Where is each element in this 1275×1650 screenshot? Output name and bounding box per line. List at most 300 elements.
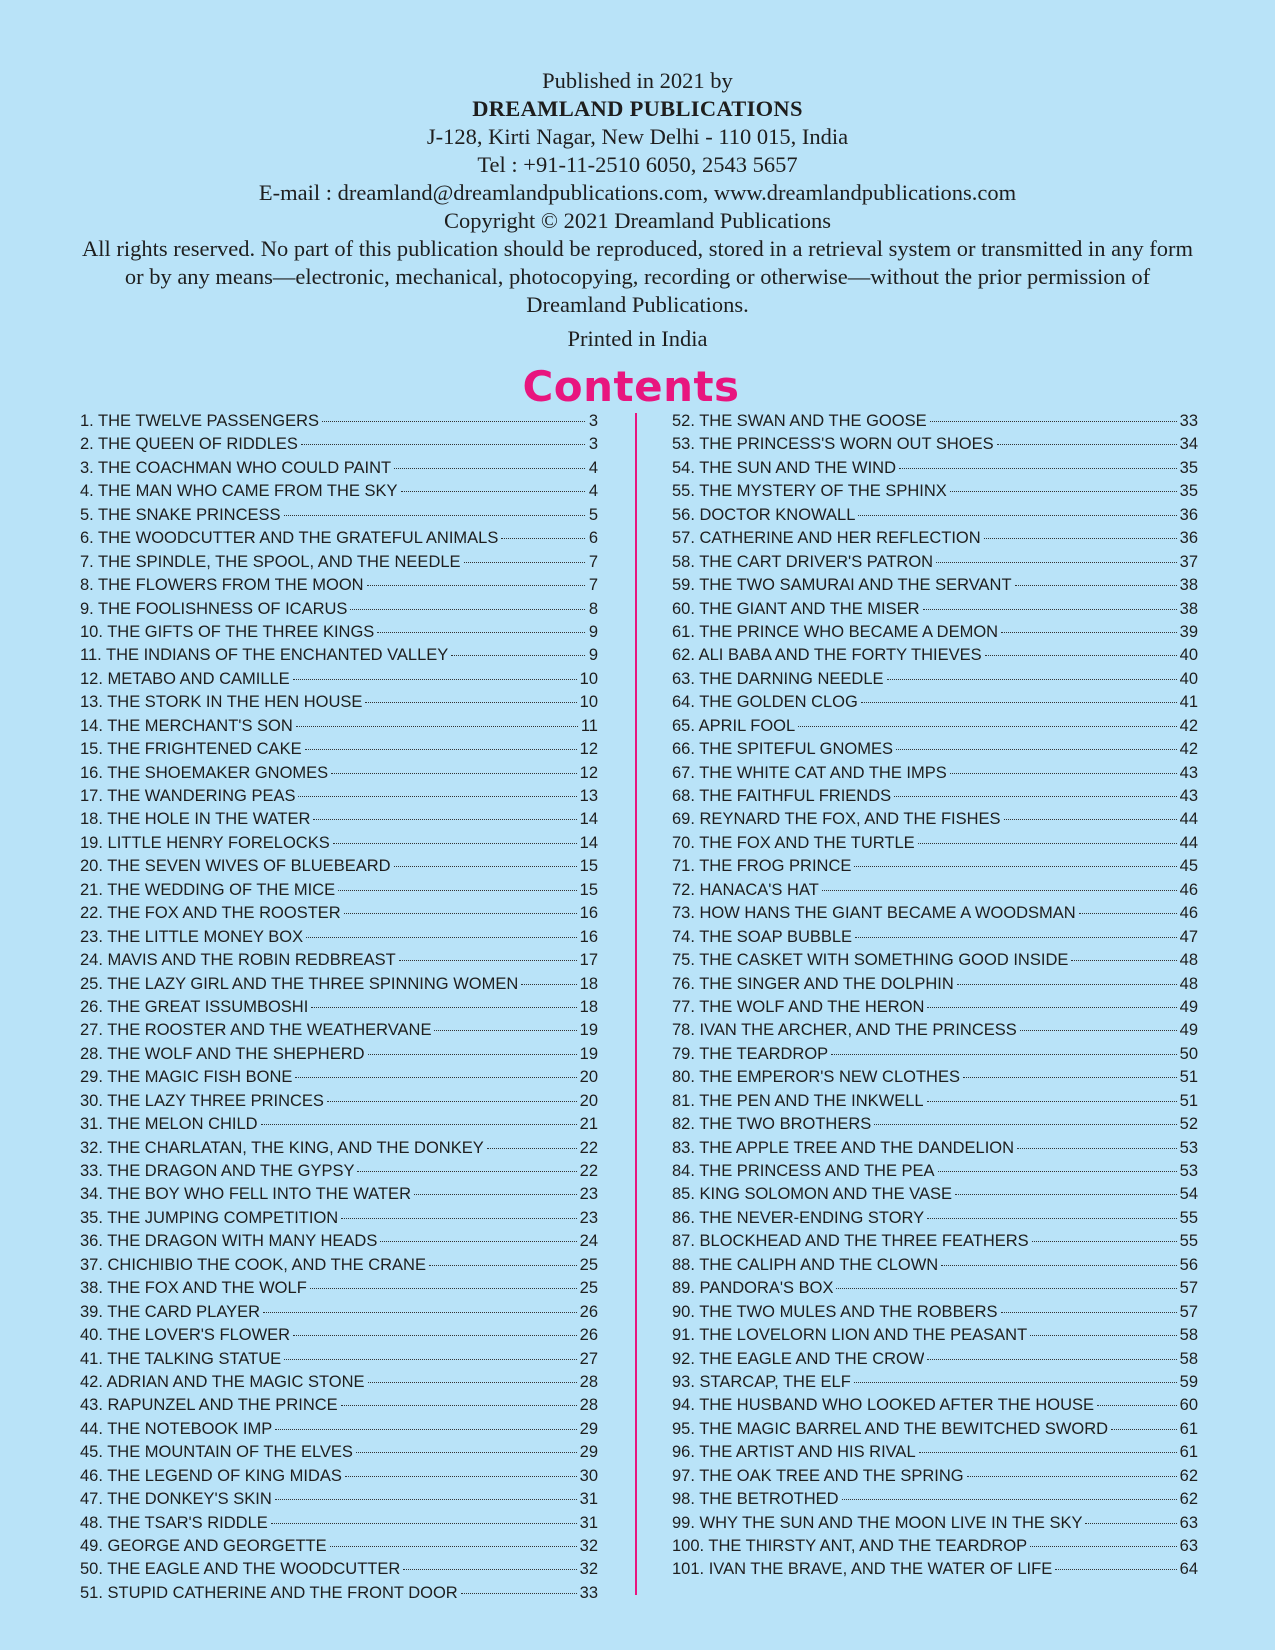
toc-dot-leader [957,984,1177,985]
toc-entry-title: 86. THE NEVER-ENDING STORY [672,1208,925,1227]
toc-entry [80,738,598,761]
toc-entry-title: 58. THE CART DRIVER'S PATRON [672,552,934,571]
toc-entry [80,949,598,972]
toc-entry-title: 14. THE MERCHANT'S SON [80,716,293,735]
toc-dot-leader [451,655,585,656]
toc-entry [672,762,1198,785]
published-line: Published in 2021 by [542,68,733,93]
toc-dot-leader [1015,585,1177,586]
toc-entry [672,668,1198,691]
toc-entry-page: 22 [579,1138,598,1157]
toc-entry-page: 54 [1179,1185,1198,1204]
toc-entry-page: 30 [579,1466,598,1485]
toc-entry-page: 60 [1179,1396,1198,1415]
toc-dot-leader [333,843,577,844]
toc-entry-page: 38 [1179,599,1198,618]
toc-entry-title: 57. CATHERINE AND HER REFLECTION [672,529,981,548]
toc-entry [672,574,1198,597]
toc-dot-leader [293,1335,577,1336]
toc-entry-title: 28. THE WOLF AND THE SHEPHERD [80,1044,365,1063]
toc-dot-leader [855,937,1177,938]
toc-entry [80,1113,598,1136]
toc-entry-title: 92. THE EAGLE AND THE CROW [672,1349,925,1368]
toc-entry [80,1582,598,1605]
toc-entry-page: 15 [579,857,598,876]
toc-entry [80,1512,598,1535]
toc-dot-leader [298,796,576,797]
toc-dot-leader [927,1007,1176,1008]
toc-entry-page: 35 [1179,482,1198,501]
toc-entry-title: 33. THE DRAGON AND THE GYPSY [80,1162,355,1180]
toc-entry-title: 100. THE THIRSTY ANT, AND THE TEARDROP [672,1537,1028,1555]
toc-entry-page: 32 [579,1560,598,1579]
toc-entry [672,1535,1198,1558]
toc-dot-leader [345,1476,577,1477]
toc-entry-title: 101. IVAN THE BRAVE, AND THE WATER OF LIFE [672,1560,1053,1579]
column-divider [635,413,637,1595]
toc-entry-title: 4. THE MAN WHO CAME FROM THE SKY [80,482,398,501]
toc-entry-page: 46 [1179,880,1198,899]
toc-entry-title: 93. STARCAP, THE ELF [672,1372,851,1391]
toc-entry [80,1137,598,1160]
toc-entry-page: 23 [579,1208,598,1227]
toc-entry-title: 96. THE ARTIST AND HIS RIVAL [672,1443,916,1462]
toc-entry [80,1277,598,1300]
imprint-block [0,67,1275,353]
toc-entry [80,1535,598,1558]
toc-dot-leader [822,890,1177,891]
toc-dot-leader [313,819,576,820]
toc-entry-page: 14 [579,810,598,829]
toc-entry [672,691,1198,714]
toc-dot-leader [311,1007,576,1008]
toc-entry-page: 34 [1179,435,1198,454]
toc-entry-title: 61. THE PRINCE WHO BECAME A DEMON [672,622,999,641]
toc-entry [80,1441,598,1464]
toc-entry-page: 53 [1179,1138,1198,1157]
toc-entry [80,457,598,480]
toc-entry [672,785,1198,808]
toc-entry-title: 22. THE FOX AND THE ROOSTER [80,904,341,923]
toc-dot-leader [1020,1030,1177,1031]
toc-entry [672,457,1198,480]
toc-dot-leader [887,679,1177,680]
toc-entry-title: 56. DOCTOR KNOWALL [672,505,856,524]
toc-entry [672,1183,1198,1206]
toc-entry-page: 50 [1179,1044,1198,1063]
publisher-name: DREAMLAND PUBLICATIONS [472,96,803,121]
toc-entry-page: 42 [1179,740,1198,759]
toc-entry [80,762,598,785]
toc-entry-page: 42 [1179,716,1198,735]
toc-dot-leader [301,444,585,445]
toc-entry-page: 47 [1179,927,1198,946]
toc-entry-title: 29. THE MAGIC FISH BONE [80,1068,293,1087]
toc-dot-leader [963,1077,1177,1078]
toc-entry-page: 19 [579,1044,598,1063]
toc-entry-page: 29 [579,1419,598,1438]
toc-entry [672,1230,1198,1253]
toc-entry [80,855,598,878]
toc-entry-page: 61 [1179,1443,1198,1462]
toc-entry-page: 16 [579,927,598,946]
toc-dot-leader [1004,819,1177,820]
toc-entry [672,1090,1198,1113]
toc-entry-title: 60. THE GIANT AND THE MISER [672,599,920,618]
toc-dot-leader [1001,632,1177,633]
toc-entry [80,1207,598,1230]
toc-entry-title: 90. THE TWO MULES AND THE ROBBERS [672,1302,998,1321]
toc-dot-leader [434,1030,576,1031]
toc-entry [672,879,1198,902]
toc-entry [80,808,598,831]
toc-entry [80,1465,598,1488]
toc-entry [672,1254,1198,1277]
toc-dot-leader [284,515,585,516]
toc-entry [80,1488,598,1511]
toc-dot-leader [874,1124,1176,1125]
toc-dot-leader [1085,1523,1176,1524]
toc-entry-page: 26 [579,1302,598,1321]
toc-entry-title: 98. THE BETROTHED [672,1490,839,1509]
toc-dot-leader [261,1124,577,1125]
toc-entry-page: 48 [1179,951,1198,970]
toc-dot-leader [858,515,1176,516]
toc-entry-title: 76. THE SINGER AND THE DOLPHIN [672,974,954,993]
toc-entry-title: 10. THE GIFTS OF THE THREE KINGS [80,622,375,641]
toc-entry-page: 33 [1179,412,1198,430]
toc-entry-page: 12 [579,763,598,782]
toc-entry [672,1558,1198,1581]
toc-entry-title: 74. THE SOAP BUBBLE [672,927,853,946]
toc-entry [80,1043,598,1066]
toc-dot-leader [1055,1569,1176,1570]
toc-entry-title: 65. APRIL FOOL [672,716,796,735]
toc-entry-page: 45 [1179,857,1198,876]
toc-dot-leader [271,1523,577,1524]
toc-entry-page: 21 [579,1115,598,1134]
toc-entry-title: 99. WHY THE SUN AND THE MOON LIVE IN THE SKY [672,1513,1083,1532]
toc-dot-leader [322,421,585,422]
toc-dot-leader [429,1265,577,1266]
toc-entry-page: 7 [588,576,598,595]
toc-entry [672,1465,1198,1488]
toc-entry-title: 75. THE CASKET WITH SOMETHING GOOD INSIDE [672,951,1069,970]
toc-entry [672,973,1198,996]
toc-entry [672,480,1198,503]
toc-dot-leader [919,1452,1177,1453]
toc-entry [80,1183,598,1206]
toc-entry-page: 44 [1179,810,1198,829]
toc-entry-title: 38. THE FOX AND THE WOLF [80,1279,307,1298]
toc-entry [80,1230,598,1253]
toc-entry-page: 36 [1179,529,1198,548]
toc-entry-title: 16. THE SHOEMAKER GNOMES [80,763,329,782]
toc-entry-title: 83. THE APPLE TREE AND THE DANDELION [672,1138,1015,1157]
toc-entry-title: 63. THE DARNING NEEDLE [672,669,884,688]
toc-dot-leader [1030,1546,1176,1547]
contents-heading: Contents [522,362,740,411]
toc-entry-page: 25 [579,1279,598,1298]
toc-entry-page: 44 [1179,833,1198,852]
toc-entry-page: 9 [588,646,598,665]
toc-entry-title: 62. ALI BABA AND THE FORTY THIEVES [672,646,982,665]
toc-entry-page: 52 [1179,1115,1198,1134]
toc-dot-leader [403,1569,576,1570]
toc-entry-page: 22 [579,1162,598,1180]
toc-entry-title: 40. THE LOVER'S FLOWER [80,1326,291,1345]
toc-entry [80,644,598,667]
toc-entry-page: 18 [579,997,598,1016]
toc-entry-page: 24 [579,1232,598,1251]
toc-dot-leader [331,773,576,774]
toc-dot-leader [327,1101,577,1102]
publisher-address: J-128, Kirti Nagar, New Delhi - 110 015, India [426,124,849,149]
toc-dot-leader [950,773,1177,774]
toc-entry-page: 19 [579,1021,598,1040]
toc-dot-leader [894,796,1177,797]
toc-entry-title: 47. THE DONKEY'S SKIN [80,1490,272,1509]
publisher-email: E-mail : dreamland@dreamlandpublications.com, www.dreamlandpublications.com [258,180,1017,205]
toc-entry [672,996,1198,1019]
toc-dot-leader [955,1194,1177,1195]
toc-entry-page: 10 [579,693,598,712]
toc-entry-title: 73. HOW HANS THE GIANT BECAME A WOODSMAN [672,904,1076,923]
toc-entry-page: 35 [1179,458,1198,477]
toc-entry-page: 40 [1179,646,1198,665]
toc-entry-title: 6. THE WOODCUTTER AND THE GRATEFUL ANIMALS [80,529,499,548]
toc-entry [672,1066,1198,1089]
toc-dot-leader [854,1382,1177,1383]
toc-entry-title: 97. THE OAK TREE AND THE SPRING [672,1466,964,1485]
toc-entry-title: 9. THE FOOLISHNESS OF ICARUS [80,599,348,618]
toc-entry [80,1558,598,1581]
toc-entry [672,1371,1198,1394]
toc-entry [80,551,598,574]
toc-entry-title: 36. THE DRAGON WITH MANY HEADS [80,1232,378,1251]
toc-entry [672,832,1198,855]
toc-entry-page: 4 [588,482,598,501]
toc-dot-leader [967,1476,1177,1477]
toc-entry [80,1418,598,1441]
toc-entry-page: 56 [1179,1255,1198,1274]
toc-entry-title: 87. BLOCKHEAD AND THE THREE FEATHERS [672,1232,1029,1251]
toc-entry-page: 58 [1179,1326,1198,1345]
toc-entry-title: 45. THE MOUNTAIN OF THE ELVES [80,1443,353,1462]
rights-notice: All rights reserved. No part of this publication should be reproduced, stored in a retrieval system or transmitted in any form or by any means—electronic, mechanical, photocopying, recording or otherwise—without the prior permission of Dreamland Publications. [82,236,1193,317]
toc-entry [80,902,598,925]
toc-dot-leader [380,1241,576,1242]
toc-entry-title: 26. THE GREAT ISSUMBOSHI [80,997,309,1016]
toc-entry-page: 37 [1179,552,1198,571]
toc-dot-leader [305,749,577,750]
toc-entry-page: 51 [1179,1091,1198,1110]
toc-entry-title: 64. THE GOLDEN CLOG [672,693,858,712]
toc-entry-page: 17 [579,951,598,970]
toc-dot-leader [487,1148,577,1149]
toc-entry-title: 52. THE SWAN AND THE GOOSE [672,412,927,430]
toc-entry [80,574,598,597]
toc-entry [672,1137,1198,1160]
toc-entry-page: 62 [1179,1490,1198,1509]
toc-entry-title: 78. IVAN THE ARCHER, AND THE PRINCESS [672,1021,1017,1040]
toc-entry-title: 39. THE CARD PLAYER [80,1302,261,1321]
toc-entry [672,902,1198,925]
toc-entry-page: 46 [1179,904,1198,923]
toc-entry [80,598,598,621]
toc-entry-title: 72. HANACA'S HAT [672,880,819,899]
toc-dot-leader [923,609,1177,610]
toc-entry-page: 38 [1179,576,1198,595]
toc-entry-title: 13. THE STORK IN THE HEN HOUSE [80,693,363,712]
toc-entry-title: 68. THE FAITHFUL FRIENDS [672,787,892,805]
toc-dot-leader [461,1593,577,1594]
toc-entry [80,973,598,996]
toc-dot-leader [414,1194,577,1195]
toc-entry-title: 91. THE LOVELORN LION AND THE PEASANT [672,1326,1028,1345]
toc-dot-leader [501,538,585,539]
copyright-line: Copyright © 2021 Dreamland Publications [443,208,832,233]
toc-dot-leader [1001,1312,1177,1313]
toc-entry-title: 23. THE LITTLE MONEY BOX [80,927,304,946]
printed-in-line: Printed in India [567,326,708,351]
toc-entry-title: 59. THE TWO SAMURAI AND THE SERVANT [672,576,1012,595]
toc-entry-page: 3 [588,435,598,454]
toc-entry-title: 7. THE SPINDLE, THE SPOOL, AND THE NEEDLE [80,552,461,571]
toc-entry-page: 57 [1179,1302,1198,1321]
toc-entry-page: 49 [1179,1021,1198,1040]
toc-dot-leader [984,538,1177,539]
toc-dot-leader [401,491,585,492]
toc-entry-title: 94. THE HUSBAND WHO LOOKED AFTER THE HOUSE [672,1396,1095,1415]
toc-entry-page: 16 [579,904,598,923]
toc-entry-title: 19. LITTLE HENRY FORELOCKS [80,833,330,852]
toc-entry-title: 88. THE CALIPH AND THE CLOWN [672,1255,939,1274]
toc-entry-title: 44. THE NOTEBOOK IMP [80,1419,273,1438]
toc-entry [672,1512,1198,1535]
toc-dot-leader [521,984,576,985]
toc-dot-leader [861,702,1177,703]
toc-dot-leader [1030,1335,1176,1336]
toc-entry [672,1160,1198,1183]
toc-entry-title: 55. THE MYSTERY OF THE SPHINX [672,482,947,501]
toc-entry-title: 17. THE WANDERING PEAS [80,787,296,805]
toc-entry-page: 64 [1179,1560,1198,1579]
toc-entry-page: 31 [579,1513,598,1532]
toc-left-column [80,410,598,1605]
toc-entry [80,1324,598,1347]
toc-dot-leader [377,632,585,633]
toc-entry [672,1301,1198,1324]
toc-entry [672,855,1198,878]
toc-entry-page: 20 [579,1068,598,1087]
toc-entry-title: 49. GEORGE AND GEORGETTE [80,1537,327,1555]
toc-entry-title: 27. THE ROOSTER AND THE WEATHERVANE [80,1021,432,1040]
toc-entry [672,1113,1198,1136]
toc-entry [80,1066,598,1089]
toc-entry-title: 42. ADRIAN AND THE MAGIC STONE [80,1372,365,1391]
toc-dot-leader [1097,1405,1177,1406]
toc-dot-leader [927,1218,1176,1219]
toc-entry [80,1019,598,1042]
toc-entry-page: 27 [579,1349,598,1368]
toc-entry [80,1371,598,1394]
toc-entry [672,598,1198,621]
toc-entry-page: 43 [1179,763,1198,782]
toc-entry-page: 39 [1179,622,1198,641]
toc-entry-page: 36 [1179,505,1198,524]
toc-entry-title: 70. THE FOX AND THE TURTLE [672,833,915,852]
toc-entry-title: 34. THE BOY WHO FELL INTO THE WATER [80,1185,411,1204]
toc-dot-leader [284,1359,577,1360]
toc-entry-title: 80. THE EMPEROR'S NEW CLOTHES [672,1068,960,1087]
toc-entry-page: 11 [580,716,598,735]
toc-entry-page: 55 [1179,1232,1198,1251]
toc-dot-leader [1017,1148,1177,1149]
toc-entry-page: 33 [579,1583,598,1602]
toc-dot-leader [357,1171,576,1172]
toc-entry [80,691,598,714]
toc-entry [80,1394,598,1417]
toc-entry-title: 15. THE FRIGHTENED CAKE [80,740,302,759]
toc-entry [80,832,598,855]
toc-dot-leader [1032,1241,1177,1242]
toc-entry-page: 59 [1179,1372,1198,1391]
toc-dot-leader [341,1405,577,1406]
toc-entry-page: 57 [1179,1279,1198,1298]
toc-dot-leader [306,937,577,938]
toc-entry [80,504,598,527]
toc-entry-title: 32. THE CHARLATAN, THE KING, AND THE DONKEY [80,1138,484,1157]
toc-entry-title: 77. THE WOLF AND THE HERON [672,997,925,1016]
toc-dot-leader [330,1546,577,1547]
publisher-phone: Tel : +91-11-2510 6050, 2543 5657 [477,152,798,177]
toc-dot-leader [275,1429,576,1430]
toc-entry-title: 53. THE PRINCESS'S WORN OUT SHOES [672,435,994,454]
toc-entry-page: 63 [1179,1513,1198,1532]
toc-entry [80,1160,598,1183]
toc-right-column [672,410,1198,1582]
toc-entry-page: 20 [579,1091,598,1110]
toc-dot-leader [341,1218,576,1219]
toc-entry-page: 51 [1179,1068,1198,1087]
toc-entry-title: 50. THE EAGLE AND THE WOODCUTTER [80,1560,401,1579]
toc-dot-leader [350,609,585,610]
toc-dot-leader [368,1054,577,1055]
toc-entry-page: 40 [1179,669,1198,688]
toc-entry-page: 23 [579,1185,598,1204]
toc-dot-leader [950,491,1177,492]
toc-dot-leader [464,562,585,563]
toc-entry [672,433,1198,456]
toc-entry-title: 12. METABO AND CAMILLE [80,669,290,688]
toc-dot-leader [918,843,1177,844]
toc-entry-title: 37. CHICHIBIO THE COOK, AND THE CRANE [80,1255,426,1274]
toc-entry-title: 66. THE SPITEFUL GNOMES [672,740,893,759]
toc-entry [672,1394,1198,1417]
toc-entry [672,715,1198,738]
toc-entry [672,738,1198,761]
toc-entry [80,480,598,503]
toc-entry [672,1043,1198,1066]
toc-dot-leader [1079,913,1177,914]
toc-entry-title: 25. THE LAZY GIRL AND THE THREE SPINNING WOMEN [80,974,519,993]
toc-entry-page: 62 [1179,1466,1198,1485]
toc-entry-page: 3 [588,412,598,430]
toc-entry-title: 2. THE QUEEN OF RIDDLES [80,435,298,454]
toc-entry [672,808,1198,831]
toc-dot-leader [842,1499,1177,1500]
